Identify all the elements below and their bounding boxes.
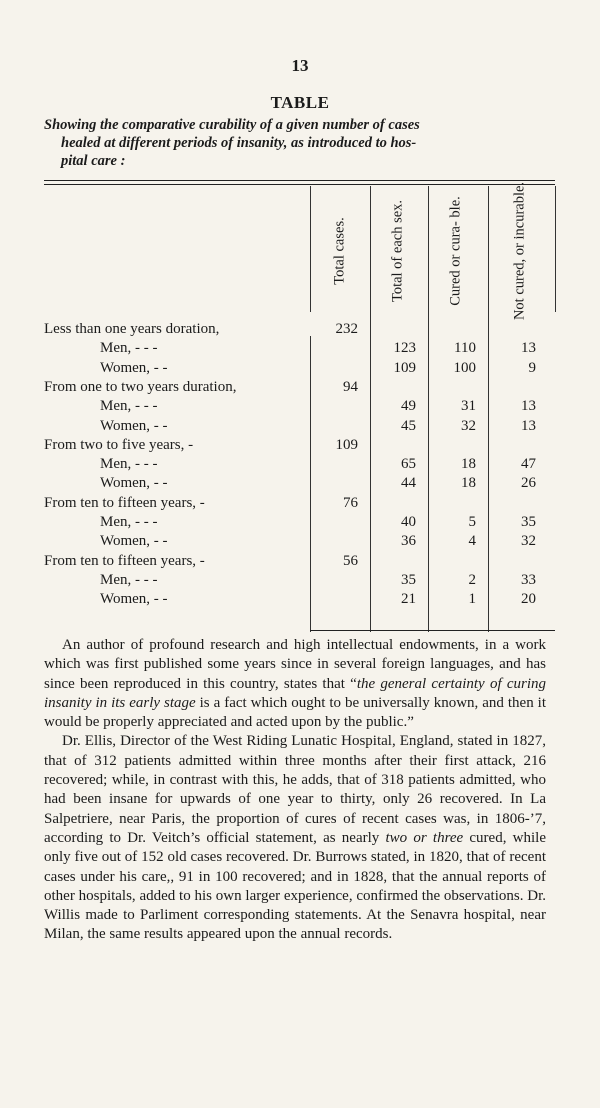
cell-each: 35 <box>401 571 416 588</box>
cell-each: 109 <box>393 359 416 376</box>
table-row <box>0 360 600 379</box>
table-row <box>0 437 600 456</box>
table-row <box>0 495 600 514</box>
cell-not-cured: 32 <box>521 533 536 550</box>
body-text <box>44 636 546 945</box>
table-top-rule <box>44 184 555 185</box>
cell-cured: 4 <box>468 533 476 550</box>
cell-not-cured: 33 <box>521 571 536 588</box>
column-header-cured: Cured or cura- ble. <box>447 196 464 306</box>
table-row <box>0 533 600 552</box>
row-label: From one to two years duration, <box>44 378 237 395</box>
table-title: TABLE <box>270 93 330 112</box>
row-label: Men, - - - <box>100 398 158 415</box>
table-row <box>0 591 600 610</box>
row-label: Women, - - <box>100 591 168 608</box>
table-row <box>0 572 600 591</box>
cell-total: 56 <box>343 552 358 569</box>
cell-not-cured: 13 <box>521 398 536 415</box>
cell-not-cured: 13 <box>521 417 536 434</box>
cell-each: 36 <box>401 533 416 550</box>
table-bottom-rule <box>310 630 555 631</box>
row-label: Less than one years doration, <box>44 321 220 337</box>
cell-not-cured: 47 <box>521 456 536 473</box>
column-divider <box>310 186 311 312</box>
row-label: Men, - - - <box>100 340 158 357</box>
cell-cured: 31 <box>461 398 476 415</box>
row-label: Women, - - <box>100 417 168 434</box>
cell-total: 109 <box>335 436 358 453</box>
paragraph: An author of profound research and high intellectual endowments, in a work which was first published some years since in several foreign languages, and has since been reproduced in this country, states that “the general certainty of curing insanity in its early stage is a fact which ought to be universally known, and then it would be properly appreciated and acted upon by the public.” <box>44 637 546 731</box>
table-caption <box>44 116 556 170</box>
cell-not-cured: 26 <box>521 475 536 492</box>
table-row <box>0 553 600 572</box>
table-row <box>0 340 600 359</box>
cell-cured: 100 <box>453 359 476 376</box>
cell-each: 40 <box>401 514 416 530</box>
cell-cured: 18 <box>461 475 476 492</box>
table-row <box>0 514 600 533</box>
row-label: Men, - - - <box>100 456 158 473</box>
row-label: From ten to fifteen years, - <box>44 494 205 511</box>
column-header-total: Total cases. <box>331 217 348 285</box>
cell-each: 49 <box>401 398 416 415</box>
cell-each: 21 <box>401 591 416 608</box>
column-header-each-sex: Total of each sex. <box>389 199 406 303</box>
cell-cured: 32 <box>461 417 476 434</box>
table-row <box>0 475 600 494</box>
cell-each: 44 <box>401 475 416 492</box>
row-label: Women, - - <box>100 475 168 492</box>
paragraph: Dr. Ellis, Director of the West Riding Lunatic Hospital, England, stated in 1827, that of 312 patients admitted within three months after their first attack, 216 recovered; while, in contrast with this, he adds, that of 318 patients admitted, who had been insane for upwards of one year to thirty, only 26 recovered. In La Salpetriere, near Paris, the proportion of cures of recent cases was, in 1806-’7, according to Dr. Veitch’s official statement, as nearly two or three cured, while only five out of 152 old cases recovered. Dr. Burrows stated, in 1820, that of recent cases under his care,, 91 in 100 recovered; and in 1828, that the annual reports of other hospitals, added to his own larger experience, confirmed the observations. Dr. Willis made to Parliment corresponding statements. At the Senavra hospital, near Milan, the same results appeared upon the annual records. <box>44 733 546 943</box>
cell-cured: 18 <box>461 456 476 473</box>
row-label: Women, - - <box>100 359 168 376</box>
row-label: Men, - - - <box>100 571 158 588</box>
row-label: From two to five years, - <box>44 436 194 453</box>
cell-cured: 5 <box>468 514 476 530</box>
table-top-rule <box>44 180 555 181</box>
cell-not-cured: 9 <box>528 359 536 376</box>
column-divider <box>555 186 556 312</box>
cell-cured: 1 <box>468 591 476 608</box>
cell-not-cured: 13 <box>521 340 536 357</box>
table-row <box>0 418 600 437</box>
page-number: 13 <box>291 56 309 75</box>
cell-cured: 2 <box>468 571 476 588</box>
cell-cured: 110 <box>454 340 476 357</box>
cell-total: 232 <box>335 321 358 337</box>
caption-line: Showing the comparative curability of a given number of cases <box>44 117 420 133</box>
row-label: Men, - - - <box>100 514 158 530</box>
cell-not-cured: 20 <box>521 591 536 608</box>
column-header-not-cured: Not cured, or incurable. <box>511 181 528 321</box>
caption-line: healed at different periods of insanity, as introduced to hos- <box>61 135 417 151</box>
caption-line: pital care : <box>61 153 126 169</box>
row-label: From ten to fifteen years, - <box>44 552 205 569</box>
cell-total: 94 <box>343 378 358 395</box>
table-row <box>0 398 600 417</box>
row-label: Women, - - <box>100 533 168 550</box>
cell-each: 45 <box>401 417 416 434</box>
table-row <box>0 379 600 398</box>
cell-total: 76 <box>343 494 358 511</box>
cell-each: 123 <box>393 340 416 357</box>
table-row <box>0 456 600 475</box>
cell-not-cured: 35 <box>521 514 536 530</box>
cell-each: 65 <box>401 456 416 473</box>
table-row <box>0 321 600 340</box>
